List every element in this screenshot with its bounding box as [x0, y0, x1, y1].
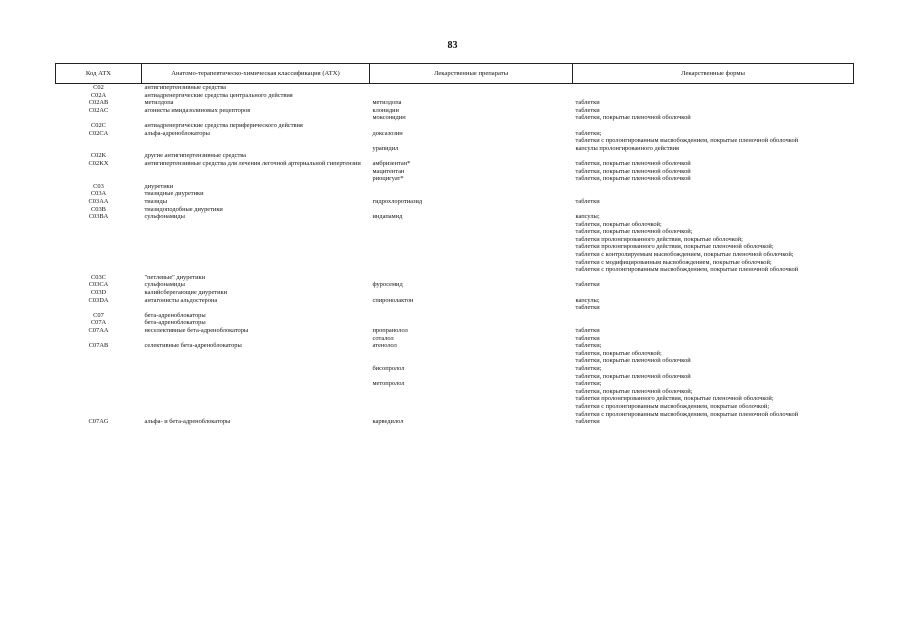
table-row: [56, 335, 854, 343]
dosage-form-cell: капсулы; таблетки, покрытые оболочкой; таблетки, покрытые пленочной оболочкой; таблетки пролонгированного действия, покрытые оболочкой; таблетки пролонгированного действия, покрытые пленочной оболочкой; таблетки с контролируемым высвобождением, покрытые пленочной оболочкой; таблетки с модифицированным высвобождением, покрытые оболочкой; таблетки с пролонгированным высвобождением, покрытые пленочной оболочкой: [575, 213, 799, 274]
atx-code-cell: C07AG: [88, 418, 109, 426]
dosage-form-cell: таблетки: [575, 99, 600, 107]
atx-code-cell: C07: [93, 311, 104, 319]
atx-code-cell: C02A: [90, 91, 107, 99]
atx-code-cell: C03: [93, 182, 104, 190]
dosage-form-cell: таблетки; таблетки, покрытые оболочкой; таблетки, покрытые пленочной оболочкой: [575, 342, 691, 365]
drug-name-cell: риоцигуат*: [372, 175, 404, 183]
dosage-form-cell: таблетки, покрытые пленочной оболочкой: [575, 175, 691, 183]
table-row: [56, 99, 854, 107]
drug-name-cell: [370, 319, 573, 327]
table-row: [56, 289, 854, 297]
dosage-form-cell: капсулы; таблетки: [575, 296, 600, 312]
drug-name-cell: [370, 122, 573, 130]
dosage-form-cell: [573, 312, 854, 320]
dosage-form-cell: [573, 183, 854, 191]
drug-name-cell: моксонидин: [372, 114, 406, 122]
atx-code-cell: C03A: [90, 190, 107, 198]
drug-name-cell: [370, 312, 573, 320]
atx-class-cell: селективные бета-адреноблокаторы: [144, 342, 242, 350]
table-row: [56, 380, 854, 418]
atx-class-cell: [142, 380, 370, 418]
dosage-form-cell: [573, 152, 854, 160]
atx-class-cell: альфа-адреноблокаторы: [144, 129, 210, 137]
atx-class-cell: [142, 365, 370, 380]
header-dosage-forms: Лекарственные формы: [573, 64, 854, 84]
drug-name-cell: фуросемид: [372, 281, 403, 289]
atx-code-cell: C02C: [91, 121, 106, 129]
atx-code-cell: C03BA: [88, 213, 109, 221]
table-row: [56, 145, 854, 153]
dosage-form-cell: [573, 84, 854, 92]
table-row: [56, 168, 854, 176]
atx-table: [55, 63, 854, 426]
drug-name-cell: метопролол: [372, 380, 405, 388]
table-row: [56, 160, 854, 168]
table-row: [56, 190, 854, 198]
atx-class-cell: антагонисты альдостерона: [144, 296, 218, 304]
dosage-form-cell: [573, 274, 854, 282]
dosage-form-cell: [573, 206, 854, 214]
atx-class-cell: бета-адреноблокаторы: [144, 319, 206, 327]
drug-name-cell: [370, 152, 573, 160]
header-atx-classification: Анатомо-терапевтическо-химическая классификация (АТХ): [142, 64, 370, 84]
table-row: [56, 418, 854, 426]
dosage-form-cell: таблетки; таблетки, покрытые пленочной оболочкой; таблетки пролонгированного действия, покрытые пленочной оболочкой; таблетки с пролонгированным высвобождением, покрытые оболочкой; таблетки с пролонгированным высвобождением, покрытые пленочной оболочкой: [575, 380, 799, 418]
table-row: [56, 152, 854, 160]
drug-name-cell: бисопролол: [372, 364, 405, 372]
atx-class-cell: [142, 168, 370, 176]
table-row: [56, 114, 854, 122]
atx-class-cell: антигипертензивные средства: [144, 84, 226, 91]
dosage-form-cell: [573, 92, 854, 100]
header-atx-code: Код АТХ: [56, 64, 142, 84]
table-row: [56, 198, 854, 206]
drug-name-cell: соталол: [372, 334, 394, 342]
atx-class-cell: [142, 335, 370, 343]
atx-class-cell: антигипертензивные средства для лечения легочной артериальной гипертензии: [144, 159, 361, 167]
atx-class-cell: антиадренергические средства центрального действия: [144, 91, 293, 99]
dosage-form-cell: таблетки; таблетки, покрытые пленочной оболочкой: [575, 364, 691, 380]
table-row: [56, 327, 854, 335]
dosage-form-cell: [573, 122, 854, 130]
dosage-form-cell: таблетки, покрытые пленочной оболочкой: [575, 159, 691, 167]
atx-code-cell: C03C: [91, 273, 106, 281]
dosage-form-cell: капсулы пролонгированного действия: [575, 144, 679, 152]
table-row: [56, 122, 854, 130]
table-row: [56, 342, 854, 365]
atx-code-cell: C02KX: [88, 159, 109, 167]
atx-class-cell: сульфонамиды: [144, 213, 185, 221]
dosage-form-cell: таблетки: [575, 418, 600, 426]
atx-code-cell: [56, 114, 142, 122]
drug-name-cell: [370, 190, 573, 198]
dosage-form-cell: таблетки: [575, 106, 600, 114]
table-row: [56, 130, 854, 145]
atx-class-cell: другие антигипертензивные средства: [144, 152, 247, 160]
atx-code-cell: C02AB: [88, 99, 109, 107]
atx-code-cell: C02CA: [88, 129, 109, 137]
drug-name-cell: пропранолол: [372, 327, 408, 334]
atx-class-cell: [142, 114, 370, 122]
table-row: [56, 206, 854, 214]
atx-class-cell: "петлевые" диуретики: [144, 273, 206, 281]
dosage-form-cell: таблетки, покрытые пленочной оболочкой: [575, 114, 691, 122]
dosage-form-cell: [573, 289, 854, 297]
atx-code-cell: [56, 380, 142, 418]
atx-class-cell: антиадренергические средства периферического действия: [144, 121, 303, 129]
atx-class-cell: неселективные бета-адреноблокаторы: [144, 327, 249, 334]
drug-name-cell: амбризентан*: [372, 159, 411, 167]
atx-code-cell: C07AA: [88, 327, 109, 334]
header-drugs: Лекарственные препараты: [370, 64, 573, 84]
table-row: [56, 312, 854, 320]
atx-code-cell: C03DA: [88, 296, 109, 304]
drug-name-cell: [370, 274, 573, 282]
atx-code-cell: C07A: [90, 319, 107, 327]
atx-class-cell: диуретики: [144, 182, 174, 190]
dosage-form-cell: таблетки: [575, 197, 600, 205]
atx-code-cell: C07AB: [88, 342, 109, 350]
table-header-row: [56, 64, 854, 84]
drug-name-cell: карведилол: [372, 418, 404, 426]
drug-name-cell: спиронолактон: [372, 296, 414, 304]
atx-code-cell: [56, 365, 142, 380]
atx-code-cell: [56, 335, 142, 343]
dosage-form-cell: таблетки: [575, 334, 600, 342]
table-row: [56, 319, 854, 327]
atx-code-cell: C02: [93, 84, 104, 91]
table-row: [56, 107, 854, 115]
atx-class-cell: [142, 175, 370, 183]
atx-code-cell: C03AA: [88, 197, 109, 205]
drug-name-cell: мацитентан: [372, 167, 405, 175]
drug-name-cell: клонидин: [372, 106, 399, 114]
drug-name-cell: метилдопа: [372, 99, 402, 107]
dosage-form-cell: таблетки: [575, 281, 600, 289]
atx-code-cell: [56, 145, 142, 153]
drug-name-cell: [370, 183, 573, 191]
drug-name-cell: урапидил: [372, 144, 399, 152]
atx-class-cell: агонисты имидазолиновых рецепторов: [144, 106, 251, 114]
dosage-form-cell: таблетки: [575, 327, 600, 334]
atx-code-cell: C03B: [91, 205, 106, 213]
drug-name-cell: доксазозин: [372, 129, 403, 137]
dosage-form-cell: таблетки, покрытые пленочной оболочкой: [575, 167, 691, 175]
atx-class-cell: бета-адреноблокаторы: [144, 311, 206, 319]
drug-name-cell: [370, 92, 573, 100]
atx-class-cell: тиазидные диуретики: [144, 190, 204, 198]
table-row: [56, 297, 854, 312]
table-row: [56, 281, 854, 289]
atx-class-cell: калийсберегающие диуретики: [144, 289, 228, 297]
drug-name-cell: [370, 206, 573, 214]
atx-code-cell: C03D: [90, 289, 107, 297]
table-row: [56, 84, 854, 92]
atx-code-cell: C02AC: [88, 106, 109, 114]
table-row: [56, 365, 854, 380]
page-number: 83: [447, 40, 458, 51]
atx-code-cell: C02K: [90, 152, 107, 160]
atx-class-cell: сульфонамиды: [144, 281, 185, 289]
drug-name-cell: [370, 289, 573, 297]
table-row: [56, 175, 854, 183]
drug-name-cell: [370, 84, 573, 92]
drug-name-cell: гидрохлоротиазид: [372, 197, 423, 205]
atx-code-cell: C03CA: [88, 281, 109, 289]
dosage-form-cell: [573, 190, 854, 198]
table-body: [56, 84, 854, 426]
table-row: [56, 213, 854, 274]
atx-class-cell: метилдопа: [144, 99, 174, 107]
atx-class-cell: тиазидоподобные диуретики: [144, 205, 223, 213]
drug-name-cell: индапамид: [372, 213, 403, 221]
atx-class-cell: [142, 145, 370, 153]
dosage-form-cell: [573, 319, 854, 327]
table-row: [56, 183, 854, 191]
drug-name-cell: атенолол: [372, 342, 397, 350]
table-row: [56, 274, 854, 282]
dosage-form-cell: таблетки; таблетки с пролонгированным высвобождением, покрытые пленочной оболочкой: [575, 129, 799, 145]
atx-code-cell: [56, 175, 142, 183]
atx-class-cell: тиазиды: [144, 197, 168, 205]
atx-class-cell: альфа- и бета-адреноблокаторы: [144, 418, 231, 426]
atx-code-cell: [56, 168, 142, 176]
table-row: [56, 92, 854, 100]
